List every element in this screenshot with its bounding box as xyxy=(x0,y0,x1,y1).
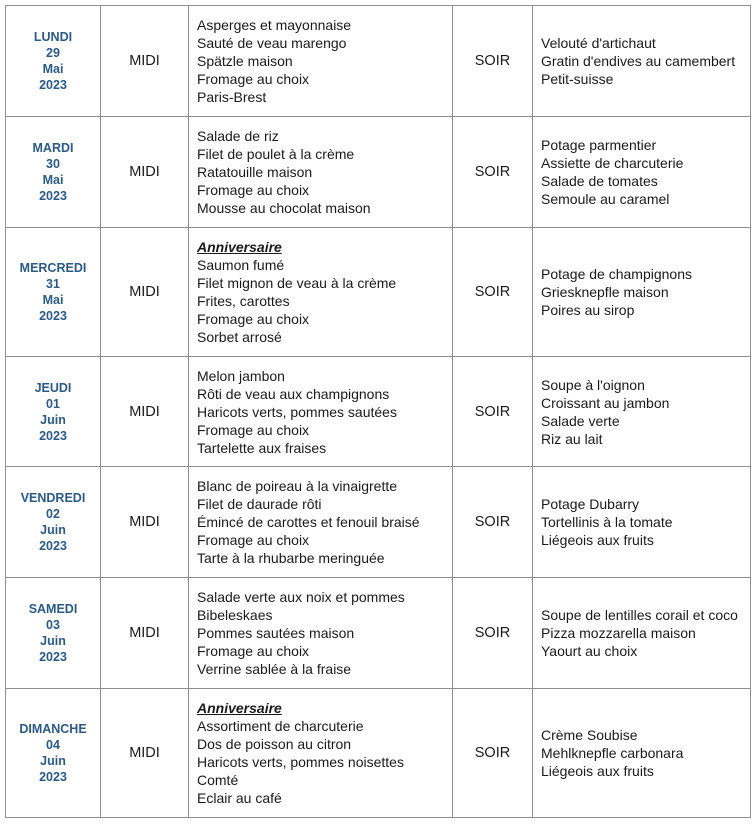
lunch-dish-item: Pommes sautées maison xyxy=(197,625,355,641)
lunch-dish-item: Rôti de veau aux champignons xyxy=(197,385,390,402)
lunch-dish-item: Ratatouille maison xyxy=(197,164,313,180)
day-number: 29 xyxy=(46,46,60,60)
lunch-dishes xyxy=(189,689,453,818)
weekday-label: DIMANCHE xyxy=(19,722,87,736)
dinner-dish-item: Soupe à l'oignon xyxy=(541,376,645,393)
dinner-dish-item: Liégeois aux fruits xyxy=(541,763,654,779)
lunch-dish-item: Tartelette aux fraises xyxy=(197,439,327,456)
lunch-period-label: MIDI xyxy=(101,357,189,467)
dinner-dish-item: Poires au sirop xyxy=(541,302,635,318)
dinner-dish-item: Soupe de lentilles corail et coco xyxy=(541,607,738,623)
lunch-dish-item: Fromage au choix xyxy=(197,532,310,548)
lunch-dish-item: Filet de poulet à la crème xyxy=(197,146,355,162)
lunch-period-label: MIDI xyxy=(101,689,189,818)
day-number: 03 xyxy=(46,618,60,632)
lunch-dish-item: Fromage au choix xyxy=(197,182,310,198)
weekday-label: LUNDI xyxy=(33,30,73,44)
weekly-menu-table xyxy=(5,5,751,818)
day-cell xyxy=(6,6,101,117)
lunch-dish-item: Bibeleskaes xyxy=(197,607,273,623)
dinner-period-label: SOIR xyxy=(453,578,533,689)
dinner-dish-item: Griesknepfle maison xyxy=(541,284,669,300)
lunch-dish-item: Fromage au choix xyxy=(197,71,310,87)
dinner-period-label: SOIR xyxy=(453,228,533,357)
weekday-label: VENDREDI xyxy=(20,491,86,505)
lunch-period-label: MIDI xyxy=(101,467,189,578)
lunch-dish-item: Filet mignon de veau à la crème xyxy=(197,275,397,291)
weekday-label: MERCREDI xyxy=(19,261,87,275)
dinner-dish-item: Yaourt au choix xyxy=(541,643,638,659)
dinner-dish-item: Riz au lait xyxy=(541,430,603,447)
dinner-dish-item: Semoule au caramel xyxy=(541,191,670,207)
dinner-dishes xyxy=(533,6,751,117)
weekday-label: MARDI xyxy=(32,141,74,155)
dinner-period-label: SOIR xyxy=(453,467,533,578)
lunch-dish-item: Saumon fumé xyxy=(197,257,285,273)
lunch-dishes xyxy=(189,578,453,689)
month-label: Juin xyxy=(40,754,66,768)
lunch-dish-item: Haricots verts, pommes sautées xyxy=(197,403,397,420)
dinner-dish-item: Gratin d'endives au camembert xyxy=(541,53,736,69)
special-occasion-label: Anniversaire xyxy=(197,239,282,255)
lunch-dishes xyxy=(189,6,453,117)
dinner-dish-item: Tortellinis à la tomate xyxy=(541,514,673,530)
lunch-period-label: MIDI xyxy=(101,228,189,357)
dinner-period-label: SOIR xyxy=(453,6,533,117)
dinner-dishes xyxy=(533,689,751,818)
lunch-dish-item: Haricots verts, pommes noisettes xyxy=(197,754,404,770)
lunch-dish-item: Comté xyxy=(197,772,239,788)
lunch-period-label: MIDI xyxy=(101,117,189,228)
dinner-period-label: SOIR xyxy=(453,357,533,467)
lunch-dish-item: Mousse au chocolat maison xyxy=(197,200,371,216)
lunch-dishes xyxy=(189,117,453,228)
weekday-label: JEUDI xyxy=(34,380,72,395)
lunch-dish-item: Frites, carottes xyxy=(197,293,290,309)
lunch-dish-item: Sauté de veau marengo xyxy=(197,35,347,51)
dinner-dish-item: Potage de champignons xyxy=(541,266,692,282)
lunch-dish-item: Filet de daurade rôti xyxy=(197,496,322,512)
dinner-dish-item: Pizza mozzarella maison xyxy=(541,625,696,641)
day-number: 02 xyxy=(46,507,60,521)
lunch-dish-item: Dos de poisson au citron xyxy=(197,736,352,752)
special-occasion-label: Anniversaire xyxy=(197,700,282,716)
lunch-dish-item: Eclair au café xyxy=(197,790,282,806)
month-label: Juin xyxy=(40,634,66,648)
dinner-dish-item: Salade de tomates xyxy=(541,173,658,189)
lunch-dish-item: Verrine sablée à la fraise xyxy=(197,661,352,677)
month-label: Mai xyxy=(42,173,64,187)
lunch-dish-item: Melon jambon xyxy=(197,367,285,384)
year-label: 2023 xyxy=(39,539,67,553)
dinner-dish-item: Assiette de charcuterie xyxy=(541,155,684,171)
dinner-dish-item: Salade verte xyxy=(541,412,620,429)
lunch-dishes xyxy=(189,228,453,357)
day-cell xyxy=(6,689,101,818)
menu-row xyxy=(6,6,751,117)
dinner-dish-item: Velouté d'artichaut xyxy=(541,35,656,51)
menu-row xyxy=(6,228,751,357)
lunch-dish-item: Fromage au choix xyxy=(197,421,310,438)
lunch-dish-item: Paris-Brest xyxy=(197,89,267,105)
weekday-label: SAMEDI xyxy=(28,602,78,616)
lunch-dish-item: Émincé de carottes et fenouil braisé xyxy=(197,514,420,530)
day-number: 31 xyxy=(46,277,60,291)
dinner-dish-item: Liégeois aux fruits xyxy=(541,532,654,548)
day-cell xyxy=(6,117,101,228)
dinner-dish-item: Crème Soubise xyxy=(541,727,638,743)
menu-row xyxy=(6,357,751,467)
lunch-dishes xyxy=(189,467,453,578)
dinner-period-label: SOIR xyxy=(453,117,533,228)
menu-row xyxy=(6,467,751,578)
day-cell xyxy=(6,228,101,357)
menu-row xyxy=(6,689,751,818)
lunch-dish-item: Sorbet arrosé xyxy=(197,329,282,345)
dinner-dishes xyxy=(533,467,751,578)
year-label: 2023 xyxy=(39,78,67,92)
day-number: 01 xyxy=(46,396,60,411)
month-label: Juin xyxy=(40,412,66,427)
dinner-dish-item: Mehlknepfle carbonara xyxy=(541,745,684,761)
lunch-dish-item: Assortiment de charcuterie xyxy=(197,718,364,734)
lunch-dish-item: Asperges et mayonnaise xyxy=(197,17,352,33)
day-number: 04 xyxy=(46,738,60,752)
day-cell xyxy=(6,357,101,467)
dinner-dish-item: Potage Dubarry xyxy=(541,496,640,512)
menu-row xyxy=(6,117,751,228)
dinner-dish-item: Petit-suisse xyxy=(541,71,614,87)
month-label: Juin xyxy=(40,523,66,537)
dinner-dish-item: Potage parmentier xyxy=(541,137,657,153)
day-cell xyxy=(6,467,101,578)
menu-row xyxy=(6,578,751,689)
year-label: 2023 xyxy=(39,189,67,203)
lunch-dish-item: Blanc de poireau à la vinaigrette xyxy=(197,478,398,494)
month-label: Mai xyxy=(42,62,64,76)
dinner-dishes xyxy=(533,357,751,467)
lunch-dish-item: Fromage au choix xyxy=(197,311,310,327)
day-number: 30 xyxy=(46,157,60,171)
lunch-dish-item: Spätzle maison xyxy=(197,53,293,69)
dinner-dish-item: Croissant au jambon xyxy=(541,394,670,411)
dinner-dishes xyxy=(533,117,751,228)
lunch-dish-item: Salade verte aux noix et pommes xyxy=(197,589,405,605)
year-label: 2023 xyxy=(39,650,67,664)
dinner-period-label: SOIR xyxy=(453,689,533,818)
dinner-dishes xyxy=(533,578,751,689)
day-cell xyxy=(6,578,101,689)
lunch-dish-item: Fromage au choix xyxy=(197,643,310,659)
month-label: Mai xyxy=(42,293,64,307)
lunch-dishes xyxy=(189,357,453,467)
year-label: 2023 xyxy=(39,309,67,323)
lunch-period-label: MIDI xyxy=(101,6,189,117)
lunch-dish-item: Salade de riz xyxy=(197,128,279,144)
year-label: 2023 xyxy=(39,428,67,443)
lunch-dish-item: Tarte à la rhubarbe meringuée xyxy=(197,550,385,566)
lunch-period-label: MIDI xyxy=(101,578,189,689)
year-label: 2023 xyxy=(39,770,67,784)
dinner-dishes xyxy=(533,228,751,357)
